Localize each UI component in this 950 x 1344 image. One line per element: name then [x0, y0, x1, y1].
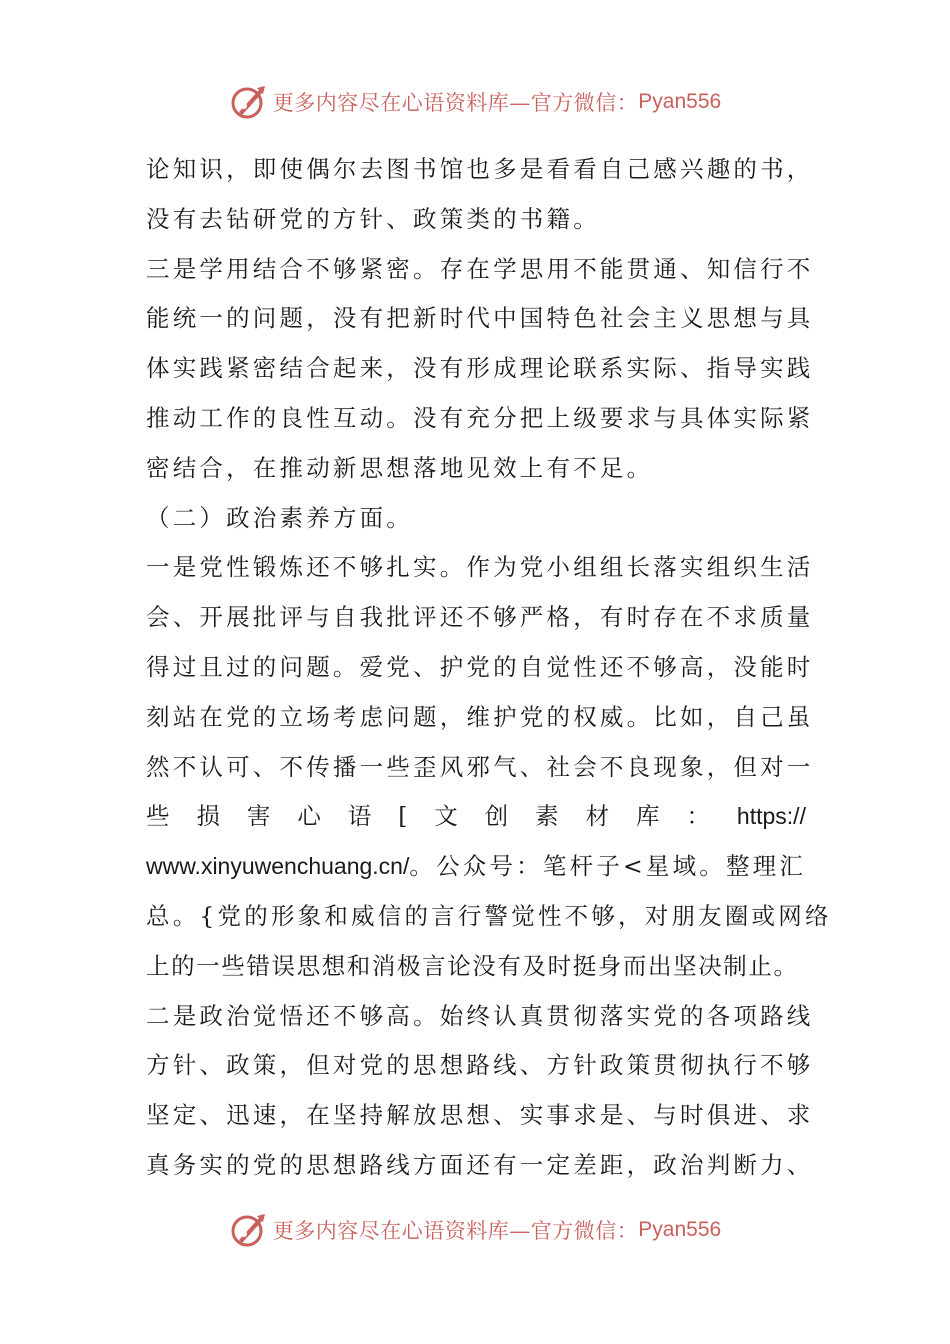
spread-char: 素 [535, 802, 559, 831]
text-line: 方针、政策，但对党的思想路线、方针政策贯彻执行不够 [146, 1051, 814, 1080]
text-line: 没有去钻研党的方针、政策类的书籍。 [146, 204, 600, 233]
url-start: https:// [736, 803, 806, 830]
text-line: 体实践紧密结合起来，没有形成理论联系实际、指导实践 [146, 354, 814, 383]
banner-text: 更多内容尽在心语资料库—官方微信： [272, 1219, 639, 1243]
text-line: 会、开展批评与自我批评还不够严格，有时存在不求质量 [146, 603, 814, 632]
text-line: 一是党性锻炼还不够扎实。作为党小组组长落实组织生活 [146, 553, 814, 582]
spread-char: 语 [347, 802, 372, 831]
text-line: 论知识，即使偶尔去图书馆也多是看看自己感兴趣的书， [146, 155, 814, 183]
document-body [146, 145, 832, 1191]
text-line: 刻站在党的立场考虑问题，维护党的权威。比如，自己虽 [146, 702, 814, 731]
spread-char: 些 [146, 802, 170, 831]
quill-logo-icon [229, 1210, 269, 1250]
spread-char: 害 [246, 802, 271, 831]
spread-char: 心 [297, 802, 321, 831]
spread-char: 损 [196, 802, 220, 831]
banner-text: 更多内容尽在心语资料库—官方微信： [272, 91, 639, 115]
text-line: 然不认可、不传播一些歪风邪气、社会不良现象，但对一 [146, 752, 814, 781]
text-line: 二是政治觉悟还不够高。始终认真贯彻落实党的各项路线 [146, 1001, 814, 1030]
text-line: 推动工作的良性互动。没有充分把上级要求与具体实际紧 [146, 403, 814, 432]
spread-text-line [146, 792, 806, 842]
text-line: 总。{党的形象和威信的言行警觉性不够，对朋友圈或网络 [146, 901, 832, 930]
spread-char: 库 [636, 802, 660, 831]
spread-char: 创 [484, 802, 509, 831]
spread-char: 材 [585, 802, 610, 831]
header-banner [0, 80, 950, 124]
text-line: 真务实的党的思想路线方面还有一定差距，政治判断力、 [146, 1150, 814, 1179]
text-line: 密结合，在推动新思想落地见效上有不足。 [146, 453, 654, 482]
wechat-id: Pyan556 [638, 90, 722, 113]
wechat-id: Pyan556 [638, 1218, 722, 1241]
quill-logo-icon [229, 82, 269, 122]
url-line-rest: 。公众号：笔杆子<星域。整理汇 [409, 852, 807, 881]
text-line: 能统一的问题，没有把新时代中国特色社会主义思想与具 [146, 304, 814, 333]
spread-char: ： [686, 802, 710, 831]
text-line: 上的一些错误思想和消极言论没有及时挺身而出坚决制止。 [146, 951, 799, 980]
footer-banner [0, 1208, 950, 1252]
text-line: 三是学用结合不够紧密。存在学思用不能贯通、知信行不 [146, 254, 814, 283]
text-line: 得过且过的问题。爱党、护党的自觉性还不够高，没能时 [146, 652, 814, 681]
section-heading: （二）政治素养方面。 [146, 503, 413, 532]
text-line: 坚定、迅速，在坚持解放思想、实事求是、与时俱进、求 [146, 1101, 814, 1130]
spread-char: [ [398, 802, 408, 831]
spread-char: 文 [434, 802, 458, 831]
website-url: www.xinyuwenchuang.cn/ [146, 853, 410, 880]
url-text-line [146, 842, 806, 892]
